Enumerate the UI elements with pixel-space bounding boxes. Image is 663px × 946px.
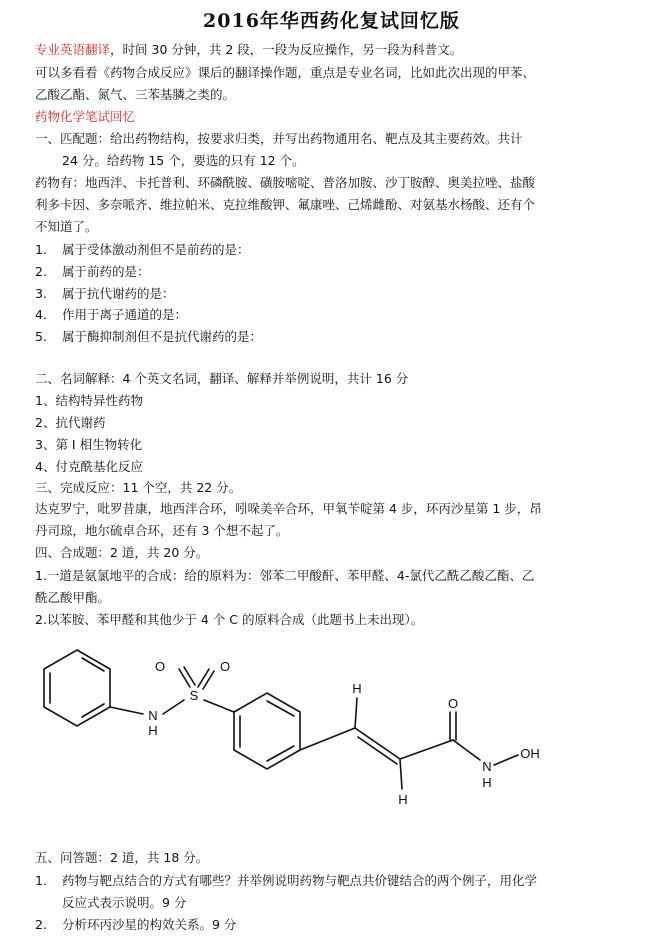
english-line-3: 乙酸乙酯、氮气、三苯基膦之类的。 <box>35 87 236 102</box>
section5-item-continuation: 反应式表示说明。9 分 <box>62 895 187 910</box>
section1-line-2: 24 分。给药物 15 个，要选的只有 12 个。 <box>62 153 305 168</box>
drug-list-line-1: 药物有：地西泮、卡托普利、环磷酰胺、磺胺嘧啶、普洛加胺、沙丁胺醇、奥美拉唑、盐酸 <box>35 175 536 190</box>
section2-item: 3、第 I 相生物转化 <box>35 437 143 452</box>
amide-nitrogen-label: N <box>482 759 492 774</box>
sulfur-label: S <box>189 688 199 703</box>
chemical-structure <box>20 632 620 827</box>
section3-heading: 三、完成反应：11 个空，共 22 分。 <box>35 480 242 495</box>
document-title: 2016年华西药化复试回忆版 <box>203 10 460 32</box>
section1-item: 5. 属于酶抑制剂但不是抗代谢药的是： <box>35 329 263 344</box>
english-line-1-text: ，时间 30 分钟，共 2 段，一段为反应操作，另一段为科普文。 <box>110 42 463 57</box>
section4-q1-line-2: 酰乙酸甲酯。 <box>35 590 111 605</box>
section5-heading: 五、问答题：2 道，共 18 分。 <box>35 850 209 865</box>
section2-item: 4、付克酰基化反应 <box>35 459 143 474</box>
written-heading: 药物化学笔试回忆 <box>35 109 136 124</box>
sulfonyl-oxygen-label: O <box>219 659 231 674</box>
sulfonamide-nitrogen-label: N <box>148 708 158 723</box>
section1-item: 4. 作用于离子通道的是： <box>35 307 188 322</box>
alkene-hydrogen-label: H <box>398 792 408 807</box>
section5-item: 2. 分析环丙沙星的构效关系。9 分 <box>35 917 237 932</box>
section2-heading: 二、名词解释：4 个英文名词，翻译、解释并举例说明，共计 16 分 <box>35 371 409 386</box>
carbonyl-oxygen-label: O <box>447 696 459 711</box>
section2-item: 2、抗代谢药 <box>35 415 106 430</box>
section4-heading: 四、合成题：2 道，共 20 分。 <box>35 545 209 560</box>
section4-q2: 2.以苯胺、苯甲醛和其他少于 4 个 C 的原料合成（此题书上未出现）。 <box>35 612 424 627</box>
english-heading: 专业英语翻译 <box>35 42 111 57</box>
section4-q1-line-1: 1.一道是氨氯地平的合成：给的原料为：邻苯二甲酸酐、苯甲醛、4-氯代乙酰乙酸乙酯、乙 <box>35 568 535 583</box>
section2-item: 1、结构特异性药物 <box>35 393 143 408</box>
section1-line-1: 一、匹配题：给出药物结构，按要求归类，并写出药物通用名、靶点及其主要药效。共计 <box>35 131 523 146</box>
hydroxyl-label: OH <box>520 746 540 761</box>
sulfonamide-hydrogen-label: H <box>148 723 158 738</box>
amide-hydrogen-label: H <box>482 775 492 790</box>
drug-list-line-3: 不知道了。 <box>35 219 98 234</box>
english-line-1 <box>35 40 462 60</box>
section1-item: 1. 属于受体激动剂但不是前药的是： <box>35 242 250 257</box>
sulfonyl-oxygen-label: O <box>154 659 166 674</box>
drug-list-line-2: 利多卡因、多奈哌齐、维拉帕米、克拉维酸钾、氟康唑、己烯雌酚、对氨基水杨酸、还有个 <box>35 197 536 212</box>
alkene-hydrogen-label: H <box>352 681 362 696</box>
section3-line-2: 丹司琼，地尔硫卓合环，还有 3 个想不起了。 <box>35 523 289 538</box>
section1-item: 2. 属于前药的是： <box>35 264 150 279</box>
section3-line-1: 达克罗宁，吡罗昔康，地西泮合环，吲哚美辛合环，甲氧苄啶第 4 步，环丙沙星第 1 步，昂 <box>35 501 542 516</box>
section5-item: 1. 药物与靶点结合的方式有哪些？并举例说明药物与靶点共价键结合的两个例子，用化学 <box>35 873 538 888</box>
english-line-2: 可以多看看《药物合成反应》课后的翻译操作题，重点是专业名词，比如此次出现的甲苯、 <box>35 65 536 80</box>
section1-item: 3. 属于抗代谢药的是： <box>35 286 175 301</box>
